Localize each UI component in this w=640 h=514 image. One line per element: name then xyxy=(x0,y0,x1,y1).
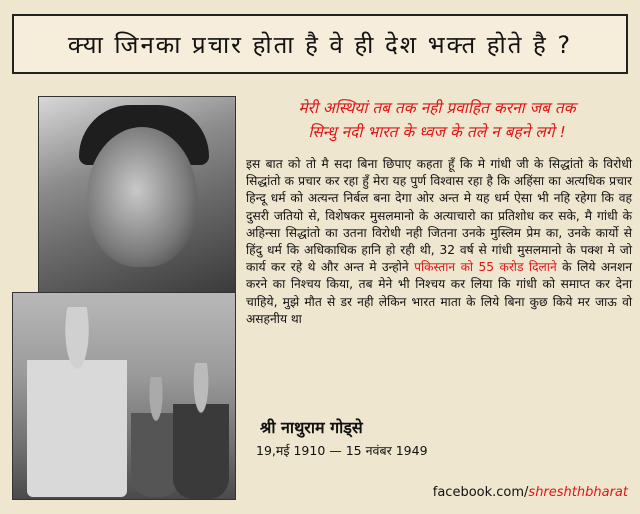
life-dates: 19,मई 1910 — 15 नवंबर 1949 xyxy=(256,443,428,458)
group-photo xyxy=(12,292,236,500)
portrait-face xyxy=(87,127,197,267)
portrait-photo xyxy=(38,96,236,294)
headline-banner xyxy=(12,14,628,74)
quote-line: सिन्धु नदी भारत के ध्वज के तले न बहने लगे ! xyxy=(308,123,566,141)
author-name: श्री नाथुराम गोड्से xyxy=(260,418,363,437)
credit-handle: shreshthbharat xyxy=(528,485,628,500)
credit-prefix: facebook.com/ xyxy=(432,485,529,500)
body-text: के लिये अनशन करने का निश्चय किया, तब मेने भी निश्चय कर लिया कि गांधी को समाप्त कर देना चाहिये, मुझे मौत से डर नही लेकिन भारत माता के लिये बिना कुछ किये मर जाऊ वो असहनीय था xyxy=(246,260,633,326)
body-text: इस बात को तो मै सदा बिना छिपाए कहता हूँ कि मे गांधी जी के सिद्धांतो के विरोधी सिद्धांतो क प्रचार कर रहा हुँ मेरा यह पुर्ण विश्वास रहा है कि अहिंसा का अत्यधिक प्रचार हिन्दू धर्म को अत्यन्त निर्बल बना देगा ओर अन्त मे यह धर्म ऐसा भी नहि रहेगा कि वह दुसरी जतियो से, विशेषकर मुसलमानो के अत्याचारो का प्रतिशोध कर सके, मै गांधी के अहिन्सा सिद्धांतो का उतना विरोधी नही जितना उनके मुस्लिम प्रेम का, उनके कार्यो से हिंदु धर्म कि अधिकाधिक हानि हो रही थी, 32 वर्ष से गांधी मुसलमानो के पक्श मे जो कार्य कर रहे थे और अन्त मे उन्होने xyxy=(246,157,632,275)
red-quote xyxy=(246,96,628,144)
body-highlight: पकिस्तान को 55 करोड दिलाने xyxy=(414,260,557,275)
facebook-credit[interactable] xyxy=(433,485,628,500)
headline-text: क्या जिनका प्रचार होता है वे ही देश भक्त होते है ? xyxy=(67,30,573,59)
group-photo-main-figure xyxy=(27,307,127,497)
quote-line: मेरी अस्थियां तब तक नही प्रवाहित करना जब तक xyxy=(298,99,576,117)
group-photo-bystander xyxy=(173,363,229,499)
body-paragraph xyxy=(246,156,632,328)
